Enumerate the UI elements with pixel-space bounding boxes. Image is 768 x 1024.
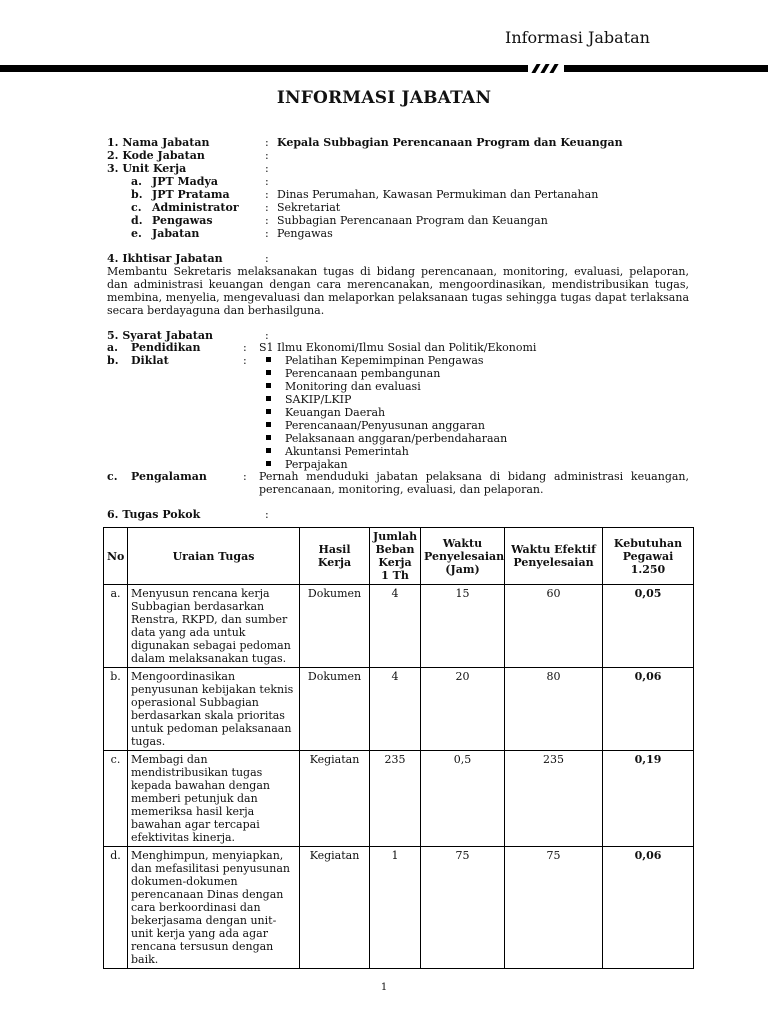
cell-no: a. bbox=[104, 585, 128, 668]
nama-jabatan-label: 1. Nama Jabatan bbox=[107, 136, 210, 149]
colon: : bbox=[265, 149, 269, 162]
cell-waktu: 75 bbox=[421, 847, 505, 969]
tugas-label: 6. Tugas Pokok bbox=[107, 508, 201, 521]
pendidikan-value: S1 Ilmu Ekonomi/Ilmu Sosial dan Politik/Ekonomi bbox=[259, 341, 537, 354]
colon: : bbox=[265, 136, 269, 149]
colon: : bbox=[265, 252, 269, 265]
colon: : bbox=[265, 227, 269, 240]
cell-no: d. bbox=[104, 847, 128, 969]
page-number: 1 bbox=[380, 982, 388, 993]
cell-no: b. bbox=[104, 668, 128, 751]
tugas-pokok-table bbox=[103, 527, 694, 969]
cell-hasil: Dokumen bbox=[300, 668, 370, 751]
syarat-label: 5. Syarat Jabatan bbox=[107, 329, 213, 342]
cell-hasil: Dokumen bbox=[300, 585, 370, 668]
diklat-item: Monitoring dan evaluasi bbox=[266, 380, 421, 393]
cell-hasil: Kegiatan bbox=[300, 751, 370, 847]
table-row bbox=[104, 751, 694, 847]
diklat-item: Perpajakan bbox=[266, 458, 348, 471]
cell-waktu: 15 bbox=[421, 585, 505, 668]
cell-kebutuhan: 0,05 bbox=[603, 585, 694, 668]
diklat-item: Perencanaan pembangunan bbox=[266, 367, 440, 380]
header-waktu: Waktu Penyelesaian (Jam) bbox=[421, 528, 505, 585]
colon: : bbox=[243, 341, 247, 354]
header-stripes bbox=[528, 64, 564, 73]
cell-uraian: Menghimpun, menyiapkan, dan mefasilitasi penyusunan dokumen-dokumen perencanaan Dinas dengan cara berkoordinasi dan bekerjasama dengan unit-unit kerja yang ada agar rencana tersusun dengan baik. bbox=[128, 847, 300, 969]
unit-kerja-item-value: Dinas Perumahan, Kawasan Permukiman dan Pertanahan bbox=[277, 188, 599, 201]
header-divider bbox=[0, 65, 768, 72]
unit-kerja-label: 3. Unit Kerja bbox=[107, 162, 187, 175]
colon: : bbox=[265, 175, 269, 188]
table-row bbox=[104, 847, 694, 969]
header-uraian: Uraian Tugas bbox=[128, 528, 300, 585]
header-hasil: Hasil Kerja bbox=[300, 528, 370, 585]
unit-kerja-item-letter: a. bbox=[131, 175, 142, 188]
cell-uraian: Membagi dan mendistribusikan tugas kepada bawahan dengan memberi petunjuk dan memeriksa hasil kerja bawahan agar tercapai efektivitas kinerja. bbox=[128, 751, 300, 847]
colon: : bbox=[265, 201, 269, 214]
cell-kebutuhan: 0,06 bbox=[603, 668, 694, 751]
nama-jabatan-value: Kepala Subbagian Perencanaan Program dan Keuangan bbox=[277, 136, 623, 149]
pengalaman-letter: c. bbox=[107, 470, 118, 483]
pendidikan-letter: a. bbox=[107, 341, 118, 354]
cell-uraian: Menyusun rencana kerja Subbagian berdasarkan Renstra, RKPD, dan sumber data yang ada untuk digunakan sebagai pedoman dalam melaksanakan tugas. bbox=[128, 585, 300, 668]
unit-kerja-item-letter: c. bbox=[131, 201, 142, 214]
header-beban: Jumlah Beban Kerja 1 Th bbox=[370, 528, 421, 585]
unit-kerja-item-letter: b. bbox=[131, 188, 143, 201]
unit-kerja-item-label: JPT Pratama bbox=[152, 188, 230, 201]
table-row bbox=[104, 585, 694, 668]
pendidikan-label: Pendidikan bbox=[131, 341, 201, 354]
diklat-item: Perencanaan/Penyusunan anggaran bbox=[266, 419, 485, 432]
unit-kerja-item-value: Pengawas bbox=[277, 227, 333, 240]
pengalaman-label: Pengalaman bbox=[131, 470, 207, 483]
cell-beban: 4 bbox=[370, 585, 421, 668]
diklat-item: SAKIP/LKIP bbox=[266, 393, 351, 406]
unit-kerja-item-letter: d. bbox=[131, 214, 143, 227]
diklat-letter: b. bbox=[107, 354, 119, 367]
unit-kerja-item-label: Jabatan bbox=[152, 227, 200, 240]
cell-uraian: Mengoordinasikan penyusunan kebijakan teknis operasional Subbagian berdasarkan skala prioritas untuk pedoman pelaksanaan tugas. bbox=[128, 668, 300, 751]
header-no: No bbox=[104, 528, 128, 585]
cell-hasil: Kegiatan bbox=[300, 847, 370, 969]
diklat-item: Keuangan Daerah bbox=[266, 406, 385, 419]
cell-no: c. bbox=[104, 751, 128, 847]
document-title: INFORMASI JABATAN bbox=[276, 88, 492, 108]
colon: : bbox=[243, 354, 247, 367]
cell-beban: 1 bbox=[370, 847, 421, 969]
table-row bbox=[104, 668, 694, 751]
cell-kebutuhan: 0,06 bbox=[603, 847, 694, 969]
kode-jabatan-label: 2. Kode Jabatan bbox=[107, 149, 205, 162]
diklat-label: Diklat bbox=[131, 354, 169, 367]
colon: : bbox=[265, 188, 269, 201]
header-kebutuhan: Kebutuhan Pegawai 1.250 bbox=[603, 528, 694, 585]
diklat-item: Pelatihan Kepemimpinan Pengawas bbox=[266, 354, 484, 367]
pengalaman-line-1: Pernah menduduki jabatan pelaksana di bidang administrasi keuangan, bbox=[259, 470, 689, 483]
cell-efektif: 60 bbox=[505, 585, 603, 668]
colon: : bbox=[243, 470, 247, 483]
cell-efektif: 235 bbox=[505, 751, 603, 847]
unit-kerja-item-label: JPT Madya bbox=[152, 175, 219, 188]
cell-efektif: 75 bbox=[505, 847, 603, 969]
cell-beban: 4 bbox=[370, 668, 421, 751]
colon: : bbox=[265, 329, 269, 342]
unit-kerja-item-value: Sekretariat bbox=[277, 201, 341, 214]
cell-waktu: 20 bbox=[421, 668, 505, 751]
header-title: Informasi Jabatan bbox=[505, 28, 650, 47]
cell-efektif: 80 bbox=[505, 668, 603, 751]
cell-waktu: 0,5 bbox=[421, 751, 505, 847]
cell-beban: 235 bbox=[370, 751, 421, 847]
unit-kerja-item-label: Pengawas bbox=[152, 214, 213, 227]
diklat-item: Akuntansi Pemerintah bbox=[266, 445, 409, 458]
unit-kerja-item-value: Subbagian Perencanaan Program dan Keuangan bbox=[277, 214, 548, 227]
unit-kerja-item-letter: e. bbox=[131, 227, 142, 240]
ikhtisar-label: 4. Ikhtisar Jabatan bbox=[107, 252, 223, 265]
diklat-item: Pelaksanaan anggaran/perbendaharaan bbox=[266, 432, 507, 445]
unit-kerja-item-label: Administrator bbox=[152, 201, 239, 214]
cell-kebutuhan: 0,19 bbox=[603, 751, 694, 847]
colon: : bbox=[265, 214, 269, 227]
ikhtisar-text: Membantu Sekretaris melaksanakan tugas di bidang perencanaan, monitoring, evaluasi, pelaporan, dan administrasi keuangan dengan cara merencanakan, mengoordinasikan, mendistribusikan tugas, membina, menyelia, mengevaluasi dan melaporkan pelaksanaan tugas sehingga tugas dapat terlaksana secara berdayaguna dan berhasilguna. bbox=[107, 265, 689, 317]
pengalaman-line-2: perencanaan, monitoring, evaluasi, dan pelaporan. bbox=[259, 483, 544, 496]
header-efektif: Waktu Efektif Penyelesaian bbox=[505, 528, 603, 585]
colon: : bbox=[265, 162, 269, 175]
colon: : bbox=[265, 508, 269, 521]
